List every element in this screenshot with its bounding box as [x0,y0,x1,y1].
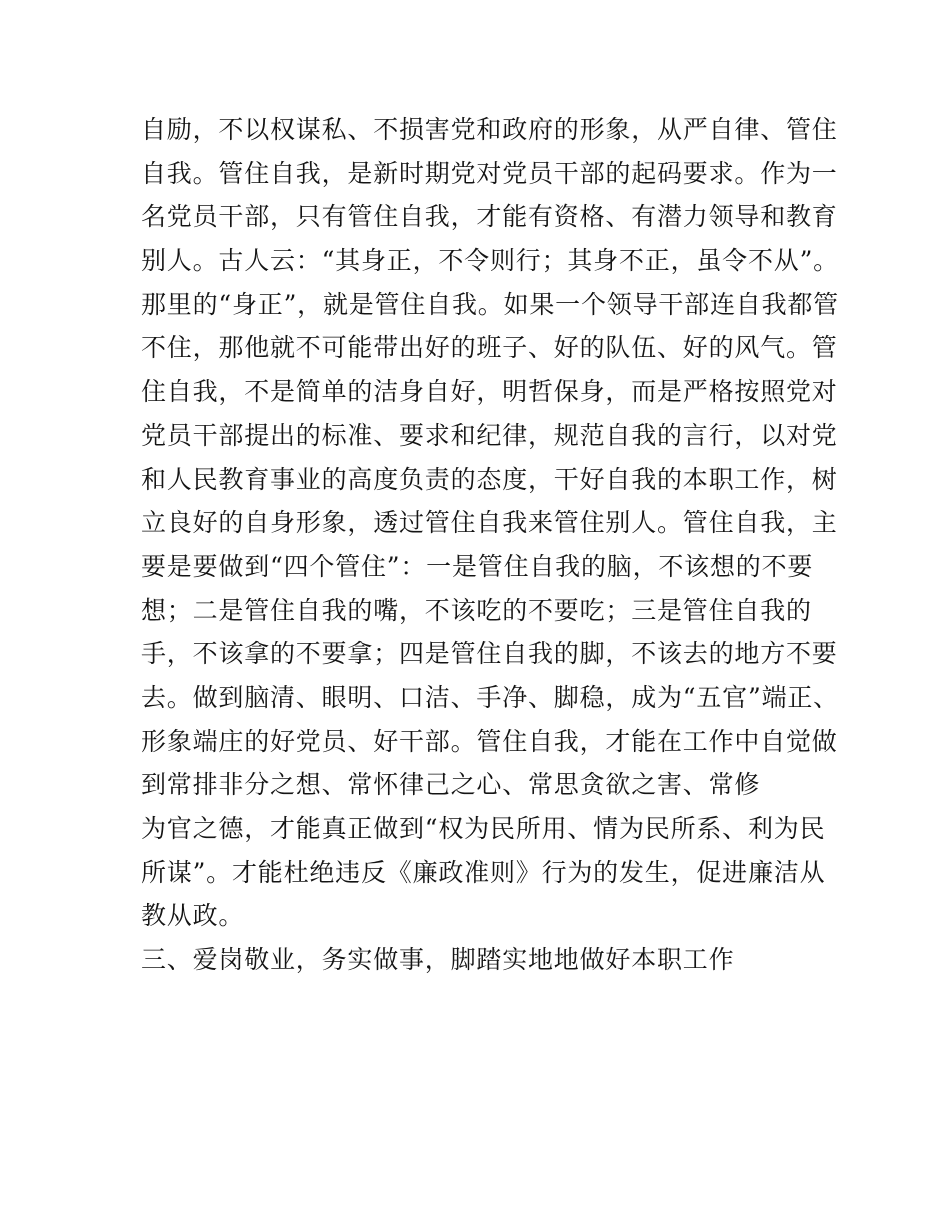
text-line: 教从政。 [141,901,245,931]
text-line: 所谋”。才能杜绝违反《廉政准则》行为的发生，促进廉洁从 [141,857,826,887]
text-line: 住自我，不是简单的洁身自好，明哲保身，而是严格按照党对 [141,377,838,407]
text-line: 手，不该拿的不要拿；四是管住自我的脚，不该去的地方不要 [141,639,838,669]
text-line: 为官之德，才能真正做到“权为民所用、情为民所系、利为民 [141,814,826,843]
text-line: 自励，不以权谋私、不损害党和政府的形象，从严自律、管住 [141,115,838,144]
text-line: 别人。古人云：“其身正，不令则行；其身不正，虽令不从”。 [141,246,839,276]
text-line: 名党员干部，只有管住自我，才能有资格、有潜力领导和教育 [141,202,838,232]
text-line: 和人民教育事业的高度负责的态度，干好自我的本职工作，树 [141,464,838,494]
section-heading: 三、爱岗敬业，务实做事，脚踏实地地做好本职工作 [141,945,735,975]
text-line: 形象端庄的好党员、好干部。管住自我，才能在工作中自觉做 [141,726,838,756]
text-line: 到常排非分之想、常怀律己之心、常思贪欲之害、常修 [141,770,761,800]
text-line: 立良好的自身形象，透过管住自我来管住别人。管住自我，主 [141,508,838,538]
text-line: 去。做到脑清、眼明、口洁、手净、脚稳，成为“五官”端正、 [141,682,839,712]
text-line: 不住，那他就不可能带出好的班子、好的队伍、好的风气。管 [141,333,838,363]
text-line: 党员干部提出的标准、要求和纪律，规范自我的言行，以对党 [141,420,838,450]
text-line: 要是要做到“四个管住”：一是管住自我的脑，不该想的不要 [141,551,814,581]
text-line: 想；二是管住自我的嘴，不该吃的不要吃；三是管住自我的 [141,595,812,625]
text-line: 那里的“身正”，就是管住自我。如果一个领导干部连自我都管 [141,289,839,319]
body-text [141,108,839,982]
text-line: 自我。管住自我，是新时期党对党员干部的起码要求。作为一 [141,158,838,188]
